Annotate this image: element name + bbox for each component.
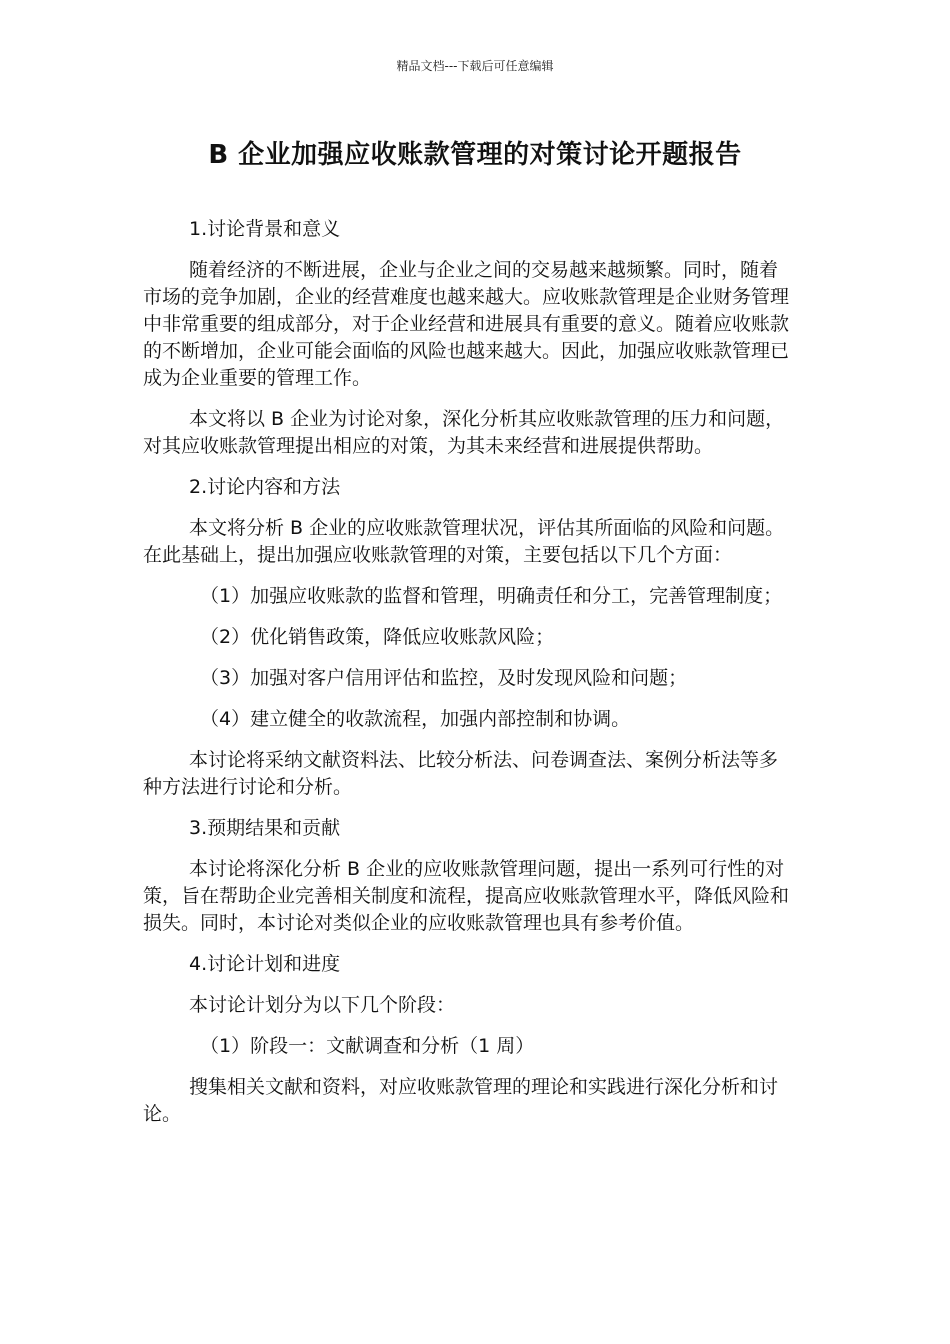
list-item: （2）优化销售政策，降低应收账款风险； — [200, 626, 555, 648]
list-item: （3）加强对客户信用评估和监控，及时发现风险和问题； — [200, 667, 688, 689]
list-item: （1）阶段一：文献调查和分析（1 周） — [200, 1035, 535, 1057]
paragraph: 随着经济的不断进展，企业与企业之间的交易越来越频繁。同时，随着市场的竞争加剧，企业的经营难度也越来越大。应收账款管理是企业财务管理中非常重要的组成部分，对于企业经营和进展具有重要的意义。随着应收账款的不断增加，企业可能会面临的风险也越来越大。因此，加强应收账款管理已成为企业重要的管理工作。 — [143, 259, 790, 389]
section-heading-4: 4.讨论计划和进度 — [189, 953, 341, 975]
section-heading-2: 2.讨论内容和方法 — [189, 476, 341, 498]
paragraph: 本文将以 B 企业为讨论对象，深化分析其应收账款管理的压力和问题，对其应收账款管理提出相应的对策，为其未来经营和进展提供帮助。 — [143, 408, 785, 457]
paragraph: 本讨论将深化分析 B 企业的应收账款管理问题，提出一系列可行性的对策，旨在帮助企业完善相关制度和流程，提高应收账款管理水平，降低风险和损失。同时，本讨论对类似企业的应收账款管理也具有参考价值。 — [143, 858, 790, 934]
document-body — [143, 216, 793, 1142]
section-heading-3: 3.预期结果和贡献 — [189, 817, 341, 839]
section-heading-1: 1.讨论背景和意义 — [189, 218, 341, 240]
paragraph: 本讨论计划分为以下几个阶段： — [189, 994, 456, 1016]
paragraph: 搜集相关文献和资料，对应收账款管理的理论和实践进行深化分析和讨论。 — [143, 1076, 779, 1125]
page-header: 精品文档---下载后可任意编辑 — [396, 59, 554, 73]
paragraph: 本文将分析 B 企业的应收账款管理状况，评估其所面临的风险和问题。在此基础上，提出加强应收账款管理的对策，主要包括以下几个方面： — [143, 517, 785, 566]
list-item: （1）加强应收账款的监督和管理，明确责任和分工，完善管理制度； — [200, 585, 783, 607]
list-item: （4）建立健全的收款流程，加强内部控制和协调。 — [200, 708, 631, 730]
paragraph: 本讨论将采纳文献资料法、比较分析法、问卷调查法、案例分析法等多种方法进行讨论和分析。 — [143, 749, 779, 798]
document-title: B 企业加强应收账款管理的对策讨论开题报告 — [208, 140, 742, 170]
